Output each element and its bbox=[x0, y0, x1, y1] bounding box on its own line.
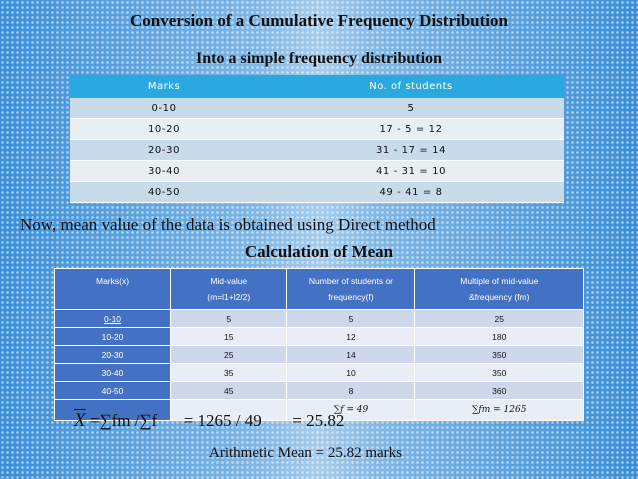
table2-header-row bbox=[55, 269, 584, 310]
table2-header-freq bbox=[287, 269, 415, 310]
table2-cell-mid: 45 bbox=[171, 382, 287, 400]
table2-cell-mid: 25 bbox=[171, 346, 287, 364]
mean-calculation-table bbox=[54, 268, 584, 421]
table2-cell-freq: 12 bbox=[287, 328, 415, 346]
table1-header-marks: Marks bbox=[70, 75, 258, 98]
table1-cell-students: 49 - 41 = 8 bbox=[258, 182, 564, 203]
table2-cell-freq: 8 bbox=[287, 382, 415, 400]
cumulative-conversion-table bbox=[70, 75, 564, 203]
table2-cell-freq: 10 bbox=[287, 364, 415, 382]
mean-formula bbox=[74, 410, 344, 432]
header-marks-text: Marks(x) bbox=[95, 276, 130, 286]
table2-header-mid bbox=[171, 269, 287, 310]
header-freq-line2: frequency(f) bbox=[328, 292, 374, 302]
header-mid-line1: Mid-value bbox=[210, 276, 248, 286]
table-row bbox=[70, 119, 564, 140]
title-line-1: Conversion of a Cumulative Frequency Distribution bbox=[130, 11, 508, 30]
table1-cell-students: 31 - 17 = 14 bbox=[258, 140, 564, 161]
table-row bbox=[55, 346, 584, 364]
table2-cell-marks: 30-40 bbox=[55, 364, 171, 382]
section-title: Calculation of Mean bbox=[244, 242, 394, 261]
table2-cell-marks: 10-20 bbox=[55, 328, 171, 346]
table2-cell-mid: 15 bbox=[171, 328, 287, 346]
x-bar-symbol: $\overline{X}$ bbox=[74, 410, 86, 431]
table2-cell-mid: 35 bbox=[171, 364, 287, 382]
table-row bbox=[55, 328, 584, 346]
table2-total-fm: ∑fm = 1265 bbox=[415, 400, 584, 421]
table-row bbox=[55, 364, 584, 382]
table1-header-row bbox=[70, 75, 564, 98]
table1-cell-students: 17 - 5 = 12 bbox=[258, 119, 564, 140]
table1-header-students: No. of students bbox=[258, 75, 564, 98]
header-freq-line1: Number of students or bbox=[308, 276, 394, 286]
formula-result: = 25.82 bbox=[292, 411, 345, 430]
table2-cell-marks: 40-50 bbox=[55, 382, 171, 400]
table1-cell-marks: 10-20 bbox=[70, 119, 258, 140]
table2-cell-freq: 14 bbox=[287, 346, 415, 364]
formula-substituted: = 1265 / 49 bbox=[183, 411, 262, 430]
table2-cell-mid: 5 bbox=[171, 310, 287, 328]
arithmetic-mean: Arithmetic Mean = 25.82 marks bbox=[209, 445, 403, 461]
table2-header-fm bbox=[415, 269, 584, 310]
table2-cell-fm: 350 bbox=[415, 364, 584, 382]
table-row bbox=[55, 310, 584, 328]
header-fm-line1: Multiple of mid-value bbox=[460, 276, 539, 286]
table2-total-f: ∑f = 49 bbox=[287, 400, 415, 421]
table2-header-marks bbox=[55, 269, 171, 310]
table-row bbox=[70, 98, 564, 119]
table1-cell-marks: 0-10 bbox=[70, 98, 258, 119]
table-row bbox=[70, 161, 564, 182]
table-row bbox=[55, 382, 584, 400]
table1-cell-marks: 30-40 bbox=[70, 161, 258, 182]
header-fm-line2: &frequency (fm) bbox=[469, 292, 530, 302]
method-sentence: Now, mean value of the data is obtained using Direct method bbox=[20, 215, 436, 234]
table2-cell-marks: 20-30 bbox=[55, 346, 171, 364]
table2-cell-fm: 360 bbox=[415, 382, 584, 400]
table2-cell-fm: 180 bbox=[415, 328, 584, 346]
table-row bbox=[70, 182, 564, 203]
table1-cell-marks: 40-50 bbox=[70, 182, 258, 203]
table2-cell-fm: 25 bbox=[415, 310, 584, 328]
table-row bbox=[70, 140, 564, 161]
table2-cell-fm: 350 bbox=[415, 346, 584, 364]
table2-cell-freq: 5 bbox=[287, 310, 415, 328]
formula-expression: =∑fm /∑f bbox=[89, 411, 158, 430]
table1-cell-students: 41 - 31 = 10 bbox=[258, 161, 564, 182]
table2-cell-marks: 0-10 bbox=[55, 310, 171, 328]
title-line-2: Into a simple frequency distribution bbox=[196, 50, 442, 67]
table1-cell-students: 5 bbox=[258, 98, 564, 119]
table1-cell-marks: 20-30 bbox=[70, 140, 258, 161]
header-mid-line2: (m=l1+l2/2) bbox=[207, 292, 251, 302]
